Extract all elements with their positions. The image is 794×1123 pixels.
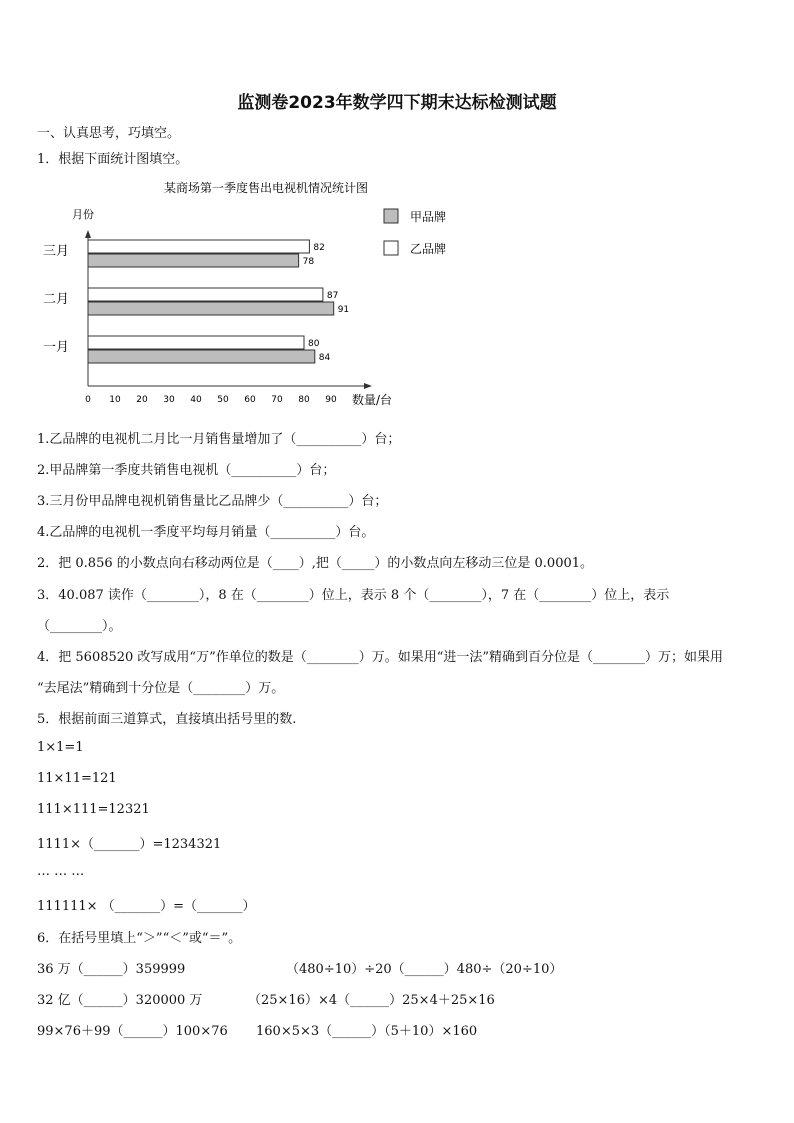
q5-equation-3: 111×111=12321 (37, 802, 150, 817)
question-2: 2．把 0.856 的小数点向右移动两位是（____）,把（_____）的小数点向左移动三位是 0.0001。 (37, 556, 594, 571)
question-1: 1．根据下面统计图填空。 (37, 152, 189, 167)
x-tick-label: 50 (217, 395, 229, 405)
bar (88, 240, 309, 253)
q5-equation-6: 111111× （_______）=（_______） (37, 899, 256, 914)
q1-item-2: 2.甲品牌第一季度共销售电视机（__________）台； (37, 463, 336, 478)
page-title: 监测卷2023年数学四下期末达标检测试题 (237, 93, 557, 113)
question-3-line-1: 3．40.087 读作（________），8 在（________）位上，表示 8 个（________），7 在（________）位上，表示 (37, 588, 670, 603)
legend-swatch (384, 209, 398, 223)
tv-sales-bar-chart (30, 176, 460, 415)
category-label: 三月 (43, 244, 70, 259)
bar (88, 302, 334, 315)
x-axis-arrow (364, 383, 372, 389)
legend-label: 乙品牌 (410, 242, 447, 256)
bar-value-label: 91 (337, 305, 350, 315)
bar-value-label: 84 (318, 353, 331, 363)
y-axis-label: 月份 (72, 208, 94, 221)
y-axis-arrow (85, 230, 91, 238)
bar (88, 254, 299, 267)
q1-item-4: 4.乙品牌的电视机一季度平均每月销量（__________）台。 (37, 525, 375, 540)
q6-row-3-right: 160×5×3（______）（5＋10）×160 (256, 1024, 478, 1039)
question-3-line-2: （________）。 (37, 619, 122, 634)
bar-value-label: 82 (313, 243, 325, 253)
x-tick-label: 20 (136, 395, 148, 405)
q5-equation-4: 1111×（_______）=1234321 (37, 837, 222, 852)
question-4-line-1: 4．把 5608520 改写成用“万”作单位的数是（________）万。如果用“进一法”精确到百分位是（________）万；如果用 (37, 650, 724, 665)
category-label: 一月 (43, 340, 70, 355)
x-tick-label: 10 (109, 395, 121, 405)
bar (88, 336, 304, 349)
q1-item-1: 1.乙品牌的电视机二月比一月销售量增加了（__________）台； (37, 432, 401, 447)
q6-row-2-left: 32 亿（______）320000 万 (37, 993, 203, 1008)
x-tick-label: 30 (163, 395, 175, 405)
x-tick-label: 70 (271, 395, 283, 405)
x-tick-label: 0 (85, 395, 91, 405)
x-tick-label: 40 (190, 395, 202, 405)
bar (88, 350, 315, 363)
question-6: 6．在括号里填上“＞”“＜”或“＝”。 (37, 931, 242, 946)
bar (88, 288, 323, 301)
section-heading: 一、认真思考，巧填空。 (37, 126, 181, 141)
q5-ellipsis: … … … (37, 864, 85, 879)
question-4-line-2: “去尾法”精确到十分位是（________）万。 (37, 681, 285, 696)
q6-row-2-right: （25×16）×4（______）25×4＋25×16 (248, 993, 495, 1008)
x-tick-label: 60 (244, 395, 256, 405)
x-tick-label: 90 (325, 395, 337, 405)
category-label: 二月 (43, 292, 70, 307)
q6-row-3-left: 99×76＋99（______）100×76 (37, 1024, 228, 1039)
x-tick-label: 80 (298, 395, 310, 405)
legend-label: 甲品牌 (410, 210, 447, 224)
q5-equation-2: 11×11=121 (37, 771, 117, 786)
bar-value-label: 80 (308, 339, 320, 349)
x-axis-label: 数量/台 (352, 393, 393, 407)
bar-value-label: 78 (302, 257, 315, 267)
q6-row-1-right: （480÷10）÷20（______）480÷（20÷10） (286, 962, 563, 977)
q5-equation-1: 1×1=1 (37, 740, 84, 755)
legend-swatch (384, 241, 398, 255)
q6-row-1-left: 36 万（______）359999 (37, 962, 186, 977)
q1-item-3: 3.三月份甲品牌电视机销售量比乙品牌少（__________）台； (37, 494, 388, 509)
question-5: 5．根据前面三道算式，直接填出括号里的数. (37, 712, 297, 727)
chart-title: 某商场第一季度售出电视机情况统计图 (163, 181, 369, 195)
bar-value-label: 87 (326, 291, 339, 301)
